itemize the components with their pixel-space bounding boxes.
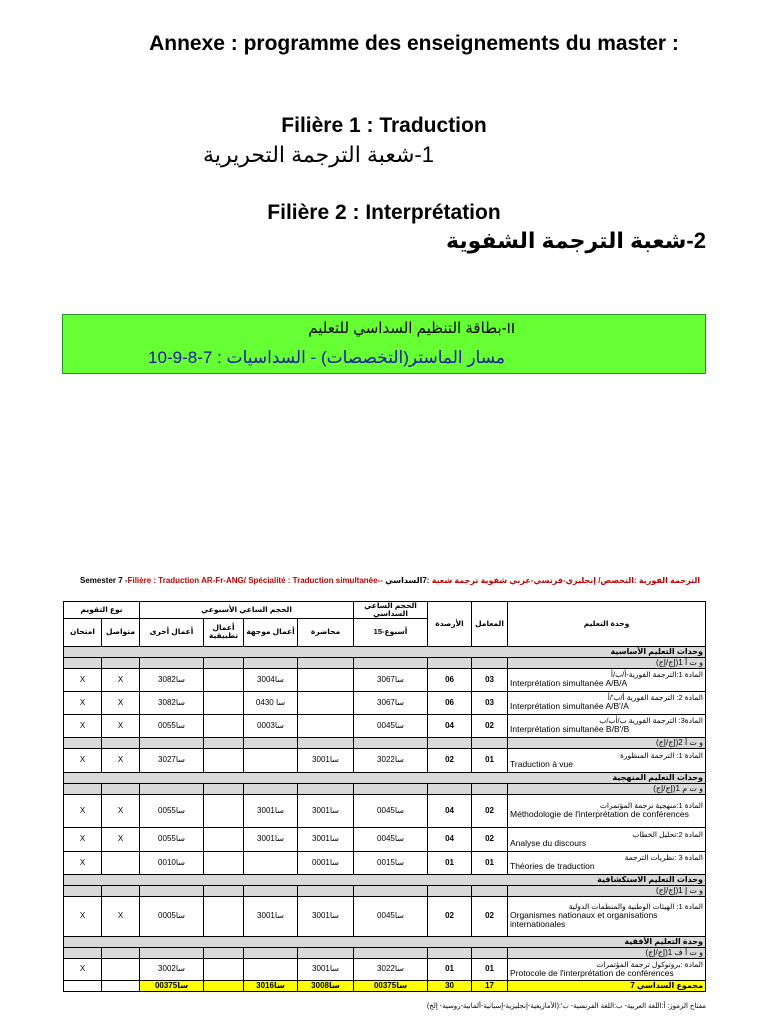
table-row: X 00سا10 00سا01 00سا15 01 01 المادة 3 :نظريات الترجمة Théories de traduction	[64, 851, 706, 874]
organization-box-line2: مسار الماستر(التخصصات) - السداسيات : 7-8-9-10	[148, 348, 505, 367]
table-row: X X 30سا27 30سا01 30سا22 02 01 المادة 1: الترجمة المنظورة Traduction à vue	[64, 748, 706, 772]
header-other: أعمال أخرى	[140, 618, 204, 646]
section-row: وحدات التعليم المنهجية	[64, 772, 706, 783]
table-row: X X 00سا55 30سا01 30سا01 00سا45 04 02 المادة 1:منهجية ترجمة المؤتمرات Méthodologie de l'interprétation de conférences	[64, 794, 706, 827]
unit-row: و ت أ 2(إج/إج)	[64, 737, 706, 748]
organization-box-line1: II-بطاقة التنظيم السداسي للتعليم	[308, 320, 515, 337]
organization-box	[62, 314, 706, 374]
total-td: 30سا16	[244, 980, 298, 991]
unit-row: و ت أ 1(إج/إج)	[64, 657, 706, 668]
table-row: X X 30سا82 30سا04 30سا67 06 03 المادة 1:الترجمة الفورية-أ/ب/أ Interprétation simultanée A/B/A	[64, 668, 706, 691]
semester-specialty: Filière : Traduction AR-Fr-ANG/ Spécialité : Traduction simultanée-- الترجمة الفورية :التخصص/ إنجليزي-فرنسي-عربي شفوية ترجمة شعبة	[127, 576, 701, 585]
total-semester: 00سا375	[354, 980, 428, 991]
semester-header	[80, 576, 706, 585]
header-unit: وحدة التعليم	[508, 602, 706, 647]
page-title: Annexe : programme des enseignements du master :	[149, 32, 679, 55]
table-row: X X 30سا82 04سا 30 30سا67 06 03 المادة 2: الترجمة الفورية أ/ب'/أ Interprétation simultanée A/B'/A	[64, 691, 706, 714]
semester-label: Semester 7 -	[80, 576, 128, 585]
header-semester-vol: الحجم الساعي السداسي	[354, 602, 428, 619]
section-row: وحدات التعليم الاستكشافية	[64, 874, 706, 885]
header-practical: أعمال تطبيقية	[204, 618, 244, 646]
header-weekly: الحجم الساعي الأسبوعي	[140, 602, 354, 619]
filiere2-arabic: 2-شعبة الترجمة الشفوية	[445, 228, 706, 253]
unit-row: و ت إ 1(إج/إج)	[64, 885, 706, 896]
program-table	[63, 601, 706, 992]
table-row: X X 00سا05 30سا01 30سا01 00سا45 02 02 المادة 1: الهيئات الوطنية والمنظمات الدولية Organismes nationaux et organisations internationales	[64, 896, 706, 936]
header-directed: أعمال موجهة	[244, 618, 298, 646]
header-coef: المعامل	[472, 602, 508, 647]
filiere2-title: Filière 2 : Interprétation	[267, 201, 501, 224]
section-row: وحدة التعليم الأفقية	[64, 936, 706, 947]
filiere1-arabic: 1-شعبة الترجمة التحريرية	[203, 142, 434, 167]
header-lecture: محاضرة	[298, 618, 354, 646]
unit-row: و ت أ ف 1(إج/إج)	[64, 947, 706, 958]
total-credits: 30	[428, 980, 472, 991]
filiere1-title: Filière 1 : Traduction	[281, 114, 487, 137]
total-other: 00سا375	[140, 980, 204, 991]
header-continuous: متواصل	[102, 618, 140, 646]
section-row: وحدات التعليم الأساسية	[64, 646, 706, 657]
total-row	[64, 980, 706, 991]
header-eval-type: نوع التقويم	[64, 602, 140, 619]
semester-arabic-prefix: :7السداسي	[385, 576, 430, 585]
table-row: X 30سا02 30سا01 30سا22 01 01 المادة :بروتوكول ترجمة المؤتمرات Protocole de l'interprétation de conférences	[64, 958, 706, 980]
header-weeks: 15-أسبوع	[354, 618, 428, 646]
legend: مفتاح الرموز: أ:اللغة العربية- ب:اللغة الفرنسية- ب':(الأمازيغية-إنجليزية-إسبانية-ألمانية-روسية- إلخ)	[426, 1003, 706, 1010]
total-cours: 30سا08	[298, 980, 354, 991]
header-exam: امتحان	[64, 618, 102, 646]
table-row: X X 00سا55 00سا03 00سا45 04 02 المادة3: الترجمة الفورية ب/أب/ب Interprétation simultanée B/B'/B	[64, 714, 706, 737]
header-credits: الأرصدة	[428, 602, 472, 647]
unit-row: و ت م 1(إج/إج)	[64, 783, 706, 794]
table-row: X X 00سا55 30سا01 30سا01 00سا45 04 02 المادة 2:تحليل الخطاب Analyse du discours	[64, 827, 706, 851]
total-coef: 17	[472, 980, 508, 991]
total-label: مجموع السداسي 7	[508, 980, 706, 991]
